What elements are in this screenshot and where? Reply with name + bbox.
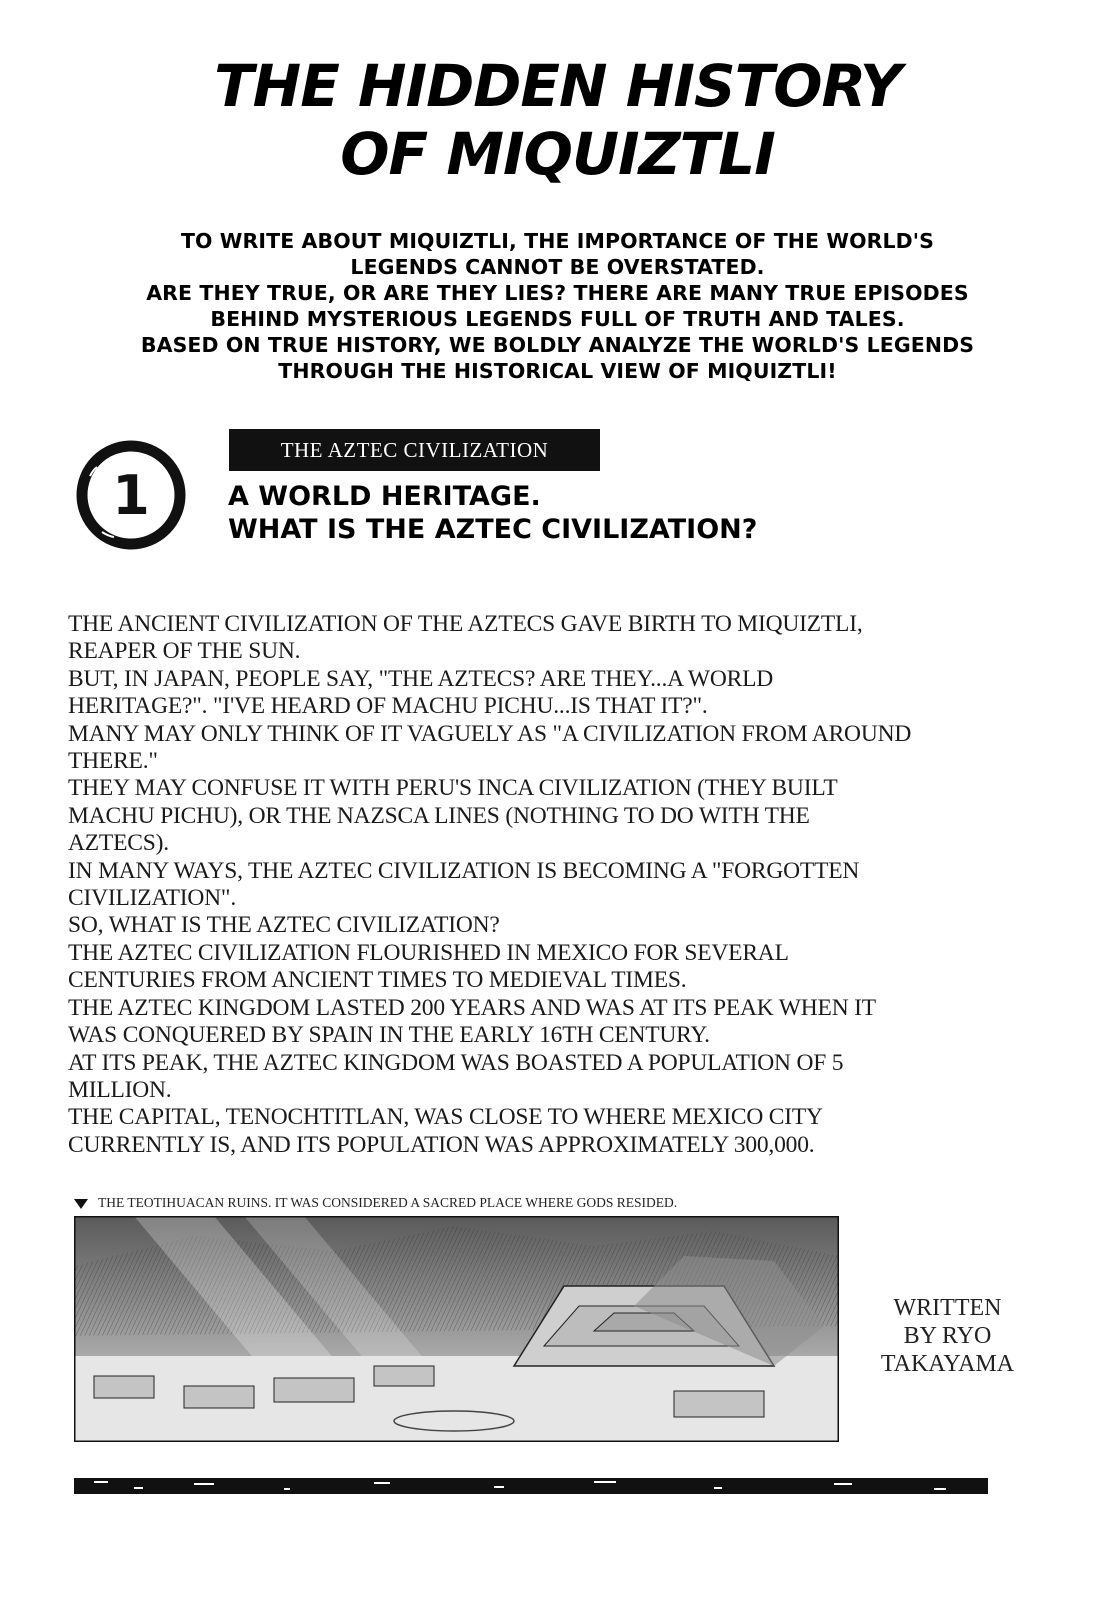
body-line: BUT, IN JAPAN, PEOPLE SAY, "THE AZTECS? ARE THEY...A WORLD [68, 665, 774, 692]
credit-line-2: BY RYO [903, 1323, 992, 1349]
decorative-bottom-bar [74, 1476, 988, 1496]
image-caption [74, 1194, 834, 1212]
section-number-badge [72, 436, 190, 554]
body-line: CURRENTLY IS, AND ITS POPULATION WAS APPROXIMATELY 300,000. [68, 1131, 815, 1158]
caption-text: THE TEOTIHUACAN RUINS. IT WAS CONSIDERED A SACRED PLACE WHERE GODS RESIDED. [98, 1195, 678, 1210]
section-label-text: THE AZTEC CIVILIZATION [280, 437, 549, 462]
body-line: THE AZTEC CIVILIZATION FLOURISHED IN MEXICO FOR SEVERAL [68, 939, 789, 966]
body-line: AT ITS PEAK, THE AZTEC KINGDOM WAS BOASTED A POPULATION OF 5 [68, 1049, 844, 1076]
intro-line: THROUGH THE HISTORICAL VIEW OF MIQUIZTLI! [278, 359, 837, 383]
body-line: SO, WHAT IS THE AZTEC CIVILIZATION? [68, 912, 500, 939]
credit-line-3: TAKAYAMA [880, 1351, 1015, 1377]
body-line: MILLION. [68, 1076, 172, 1103]
body-line: CIVILIZATION". [68, 885, 236, 912]
body-line: REAPER OF THE SUN. [68, 638, 301, 665]
section-number: 1 [112, 464, 150, 527]
section-label [229, 429, 600, 471]
body-line: THE ANCIENT CIVILIZATION OF THE AZTECS GAVE BIRTH TO MIQUIZTLI, [68, 611, 863, 637]
headline-line-2: WHAT IS THE AZTEC CIVILIZATION? [228, 514, 758, 545]
title-line-1: THE HIDDEN HISTORY [214, 52, 901, 120]
credit-line-1: WRITTEN [893, 1295, 1002, 1321]
intro-line: BASED ON TRUE HISTORY, WE BOLDLY ANALYZE THE WORLD'S LEGENDS [140, 333, 975, 357]
body-line: THE AZTEC KINGDOM LASTED 200 YEARS AND WAS AT ITS PEAK WHEN IT [68, 994, 876, 1021]
section-headline [228, 480, 1048, 546]
intro-paragraph [40, 228, 1075, 384]
caption-triangle-icon [74, 1199, 88, 1209]
body-line: MANY MAY ONLY THINK OF IT VAGUELY AS "A CIVILIZATION FROM AROUND [68, 720, 912, 747]
body-line: IN MANY WAYS, THE AZTEC CIVILIZATION IS BECOMING A "FORGOTTEN [68, 857, 860, 884]
author-credit [860, 1294, 1035, 1378]
intro-line: TO WRITE ABOUT MIQUIZTLI, THE IMPORTANCE OF THE WORLD'S [180, 229, 935, 253]
body-line: MACHU PICHU), OR THE NAZSCA LINES (NOTHING TO DO WITH THE [68, 802, 810, 829]
intro-line: BEHIND MYSTERIOUS LEGENDS FULL OF TRUTH AND TALES. [210, 307, 905, 331]
teotihuacan-illustration [74, 1216, 839, 1442]
intro-line: ARE THEY TRUE, OR ARE THEY LIES? THERE ARE MANY TRUE EPISODES [146, 281, 969, 305]
body-line: THERE." [68, 748, 158, 775]
body-line: HERITAGE?". "I'VE HEARD OF MACHU PICHU...IS THAT IT?". [68, 693, 708, 720]
body-line: AZTECS). [68, 830, 169, 857]
body-line: CENTURIES FROM ANCIENT TIMES TO MEDIEVAL TIMES. [68, 967, 687, 994]
article-body [68, 611, 1058, 1159]
body-line: THE CAPITAL, TENOCHTITLAN, WAS CLOSE TO WHERE MEXICO CITY [68, 1104, 823, 1131]
headline-line-1: A WORLD HERITAGE. [228, 481, 541, 512]
body-line: WAS CONQUERED BY SPAIN IN THE EARLY 16TH CENTURY. [68, 1022, 710, 1049]
intro-line: LEGENDS CANNOT BE OVERSTATED. [350, 255, 765, 279]
title-line-2: OF MIQUIZTLI [340, 120, 775, 188]
page-title [0, 52, 1115, 188]
body-line: THEY MAY CONFUSE IT WITH PERU'S INCA CIVILIZATION (THEY BUILT [68, 775, 838, 802]
